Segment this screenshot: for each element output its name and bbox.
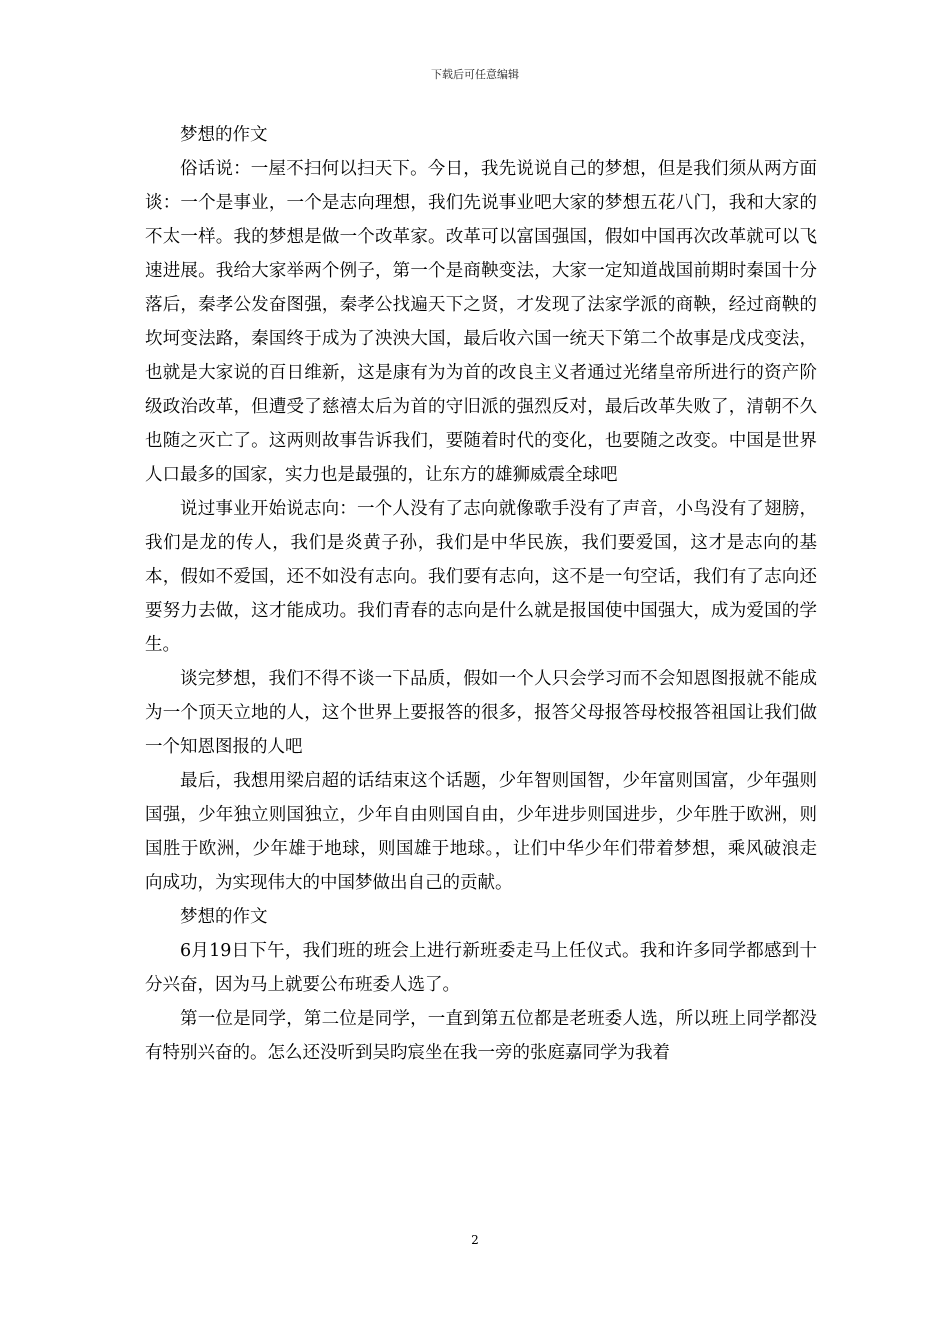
essay-title-1: 梦想的作文	[180, 125, 268, 145]
paragraph-character: 谈完梦想，我们不得不谈一下品质，假如一个人只会学习而不会知恩图报就不能成为一个顶天立地的人，这个世界上要报答的很多，报答父母报答母校报答祖国让我们做一个知恩图报的人吧	[145, 669, 817, 757]
paragraph-conclusion: 最后，我想用梁启超的话结束这个话题，少年智则国智，少年富则国富，少年强则国强，少年独立则国独立，少年自由则国自由，少年进步则国进步，少年胜于欧洲，则国胜于欧洲，少年雄于地球，则国雄于地球。，让们中华少年们带着梦想，乘风破浪走向成功，为实现伟大的中国梦做出自己的贡献。	[145, 771, 817, 893]
paragraph-career-dream: 俗话说：一屋不扫何以扫天下。今日，我先说说自己的梦想，但是我们须从两方面谈：一个是事业，一个是志向理想，我们先说事业吧大家的梦想五花八门，我和大家的不太一样。我的梦想是做一个改革家。改革可以富国强国，假如中国再次改革就可以飞速进展。我给大家举两个例子，第一个是商鞅变法，大家一定知道战国前期时秦国十分落后，秦孝公发奋图强，秦孝公找遍天下之贤，才发现了法家学派的商鞅，经过商鞅的坎坷变法路，秦国终于成为了泱泱大国，最后收六国一统天下第二个故事是戊戌变法，也就是大家说的百日维新，这是康有为为首的改良主义者通过光绪皇帝所进行的资产阶级政治改革，但遭受了慈禧太后为首的守旧派的强烈反对，最后改革失败了，清朝不久也随之灭亡了。这两则故事告诉我们，要随着时代的变化，也要随之改变。中国是世界人口最多的国家，实力也是最强的，让东方的雄狮威震全球吧	[145, 159, 817, 485]
document-body	[145, 118, 817, 1070]
page-number: 2	[471, 1233, 479, 1247]
paragraph-class-meeting: 6月19日下午，我们班的班会上进行新班委走马上任仪式。我和许多同学都感到十分兴奋，因为马上就要公布班委人选了。	[145, 941, 817, 995]
page-header-note: 下载后可任意编辑	[431, 68, 519, 81]
paragraph-ambition: 说过事业开始说志向：一个人没有了志向就像歌手没有了声音，小鸟没有了翅膀，我们是龙的传人，我们是炎黄子孙，我们是中华民族，我们要爱国，这才是志向的基本，假如不爱国，还不如没有志向。我们要有志向，这不是一句空话，我们有了志向还要努力去做，这才能成功。我们青春的志向是什么就是报国使中国强大，成为爱国的学生。	[145, 499, 817, 655]
essay-title-2: 梦想的作文	[180, 907, 268, 927]
paragraph-committee: 第一位是同学，第二位是同学，一直到第五位都是老班委人选，所以班上同学都没有特别兴奋的。怎么还没听到吴昀宸坐在我一旁的张庭嘉同学为我着	[145, 1009, 817, 1063]
